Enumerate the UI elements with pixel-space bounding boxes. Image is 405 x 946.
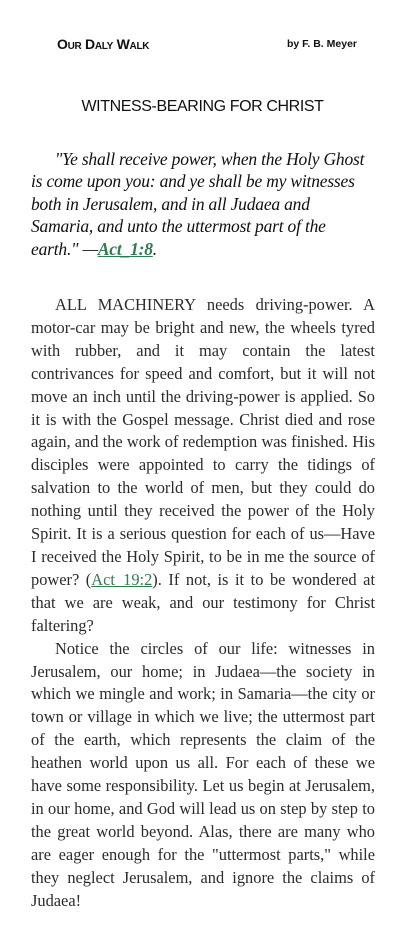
page-header xyxy=(0,36,405,56)
series-title: Our Daly Walk xyxy=(57,36,150,52)
scripture-verse xyxy=(31,148,375,260)
paragraph-2: Notice the circles of our life: witnesses in Jerusalem, our home; in Judaea—the society in which we mingle and work; in Samaria—the city or town or village in which we live; the uttermost part of the earth, which represents the claim of the heathen world upon us all. For each of these we have some responsibility. Let us begin at Jerusalem, in our home, and God will lead us on step by step to the great world beyond. Alas, there are many who are eager enough for the "uttermost parts," while they neglect Jerusalem, and ignore the claims of Judaea! xyxy=(31,638,375,910)
paragraph-1-text-end: ). If not, is it to be wondered at that we are weak, and our testimony for Christ faltering? xyxy=(31,569,375,635)
devotion-title: WITNESS-BEARING FOR CHRIST xyxy=(81,98,324,115)
cross-reference-link[interactable]: Act_19:2 xyxy=(91,569,153,589)
devotion-body xyxy=(31,294,375,912)
verse-text: "Ye shall receive power, when the Holy Ghost is come upon you: and ye shall be my witnesses both in Jerusalem, and in all Judaea and Samaria, and unto the uttermost part of the earth." — xyxy=(31,149,365,259)
verse-reference-link[interactable]: Act_1:8 xyxy=(97,238,153,259)
author-byline: by F. B. Meyer xyxy=(286,38,357,50)
paragraph-1 xyxy=(31,294,375,638)
paragraph-1-lead: ALL MACHINERY xyxy=(55,295,196,314)
verse-end: . xyxy=(152,238,157,259)
paragraph-1-text: needs driving-power. A motor-car may be bright and new, the wheels tyred with rubber, and it may contain the latest contrivances for speed and comfort, but it will not move an inch until the driving-power is applied. So it is with the Gospel message. Christ died and rose again, and the work of redemption was finished. His disciples were appointed to carry the tidings of salvation to the world of men, but they could do nothing until they received the power of the Holy Spirit. It is a serious question for each of us—Have I received the Holy Spirit, to be in me the source of power? ( xyxy=(31,295,375,589)
